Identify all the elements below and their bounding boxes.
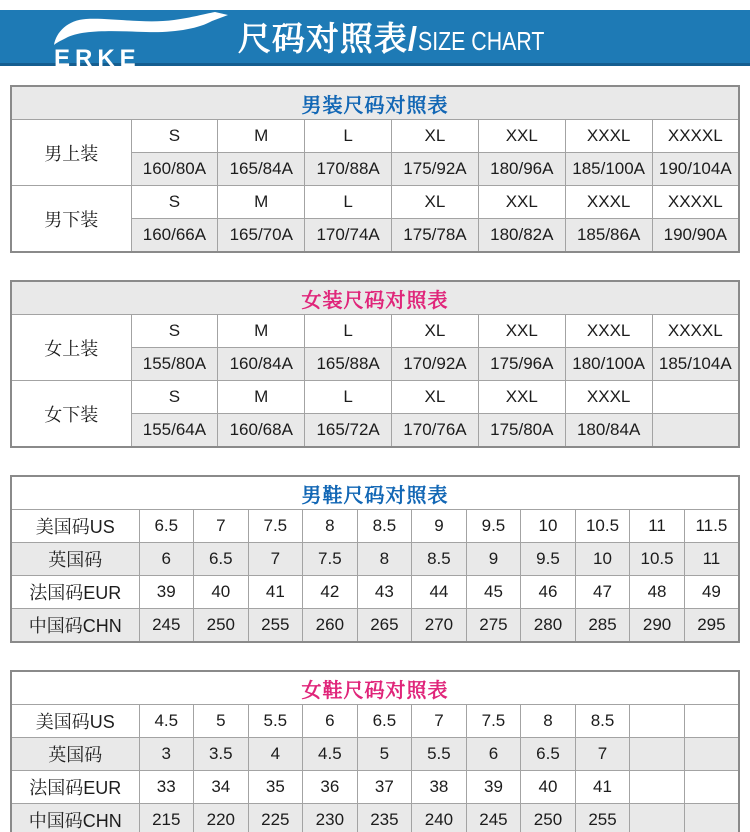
size-cell: L [305,315,392,348]
value-cell: 37 [357,771,412,804]
value-cell: 41 [575,771,630,804]
size-cell: XXL [478,315,565,348]
value-cell: 165/88A [305,348,392,381]
womens-shoes-table [10,670,740,832]
size-cell: M [218,381,305,414]
size-cell: XXXL [565,315,652,348]
value-cell: 7.5 [303,543,358,576]
value-cell: 9 [466,543,521,576]
value-cell: 250 [194,609,249,643]
row-label: 女上装 [11,315,131,381]
value-cell: 245 [139,609,194,643]
value-cell: 46 [521,576,576,609]
value-cell: 42 [303,576,358,609]
value-cell: 40 [521,771,576,804]
size-cell: XXXXL [652,315,739,348]
mens-clothing-table-title: 男装尺码对照表 [11,86,739,120]
value-cell: 170/88A [305,153,392,186]
value-cell: 6.5 [521,738,576,771]
value-cell: 180/100A [565,348,652,381]
value-cell: 160/84A [218,348,305,381]
size-cell: XXXL [565,381,652,414]
value-cell: 240 [412,804,467,832]
value-cell [684,705,739,738]
value-cell: 8.5 [575,705,630,738]
row-label: 英国码 [11,543,139,576]
value-cell: 7 [194,510,249,543]
size-cell: M [218,315,305,348]
size-cell [652,381,739,414]
value-cell: 36 [303,771,358,804]
value-cell: 235 [357,804,412,832]
value-cell: 175/78A [392,219,479,253]
erke-swoosh-icon [52,12,232,46]
value-cell: 8 [303,510,358,543]
erke-logo [52,12,232,71]
value-cell: 6.5 [357,705,412,738]
value-cell: 215 [139,804,194,832]
value-cell: 160/80A [131,153,218,186]
shoe-size-row [11,804,739,832]
value-cell: 180/96A [478,153,565,186]
womens-shoes-table-title: 女鞋尺码对照表 [11,671,739,705]
value-cell: 41 [248,576,303,609]
value-cell: 170/92A [392,348,479,381]
value-cell: 10.5 [630,543,685,576]
value-cell: 4 [248,738,303,771]
value-cell: 180/82A [478,219,565,253]
value-cell: 7 [248,543,303,576]
value-cell: 11.5 [684,510,739,543]
value-cell: 3.5 [194,738,249,771]
value-cell: 48 [630,576,685,609]
value-cell: 8.5 [357,510,412,543]
value-cell: 34 [194,771,249,804]
value-cell: 45 [466,576,521,609]
value-cell: 255 [575,804,630,832]
value-cell: 175/92A [392,153,479,186]
value-cell: 35 [248,771,303,804]
value-cell: 190/90A [652,219,739,253]
mens-shoes-table [10,475,740,643]
value-cell: 8.5 [412,543,467,576]
size-cell: XXXXL [652,120,739,153]
value-cell [684,804,739,832]
value-cell: 5 [194,705,249,738]
page-title [238,13,572,60]
value-cell: 220 [194,804,249,832]
size-cell: XXL [478,381,565,414]
womens-clothing-table [10,280,740,448]
value-cell: 175/96A [478,348,565,381]
size-cell: XXXL [565,120,652,153]
value-cell: 5.5 [412,738,467,771]
shoe-size-row [11,576,739,609]
row-label: 男上装 [11,120,131,186]
size-cell: S [131,120,218,153]
value-cell: 185/100A [565,153,652,186]
row-label: 法国码EUR [11,771,139,804]
value-cell: 225 [248,804,303,832]
tables [0,66,750,832]
size-row [11,381,739,414]
value-cell [630,771,685,804]
value-cell: 260 [303,609,358,643]
value-cell: 285 [575,609,630,643]
value-cell: 165/70A [218,219,305,253]
value-cell: 165/84A [218,153,305,186]
value-cell: 155/80A [131,348,218,381]
size-row [11,120,739,153]
size-cell: XXXXL [652,186,739,219]
size-cell: M [218,186,305,219]
shoe-size-row [11,510,739,543]
value-cell: 47 [575,576,630,609]
erke-brand-text: ERKE [54,45,141,72]
value-cell: 7.5 [466,705,521,738]
value-cell: 265 [357,609,412,643]
shoe-size-row [11,543,739,576]
row-label: 女下装 [11,381,131,448]
womens-clothing-table-title: 女装尺码对照表 [11,281,739,315]
value-cell: 8 [521,705,576,738]
shoe-size-row [11,705,739,738]
size-cell: M [218,120,305,153]
shoe-size-row [11,609,739,643]
value-cell: 245 [466,804,521,832]
size-cell: XL [392,120,479,153]
value-cell: 44 [412,576,467,609]
value-cell: 290 [630,609,685,643]
size-cell: XL [392,315,479,348]
value-cell [630,804,685,832]
value-cell: 295 [684,609,739,643]
value-cell: 3 [139,738,194,771]
size-cell: XL [392,381,479,414]
value-cell: 5 [357,738,412,771]
value-cell: 7 [575,738,630,771]
value-cell: 185/104A [652,348,739,381]
row-label: 男下装 [11,186,131,253]
value-cell [652,414,739,448]
value-cell [630,705,685,738]
value-cell: 250 [521,804,576,832]
value-cell [684,771,739,804]
value-cell [630,738,685,771]
header-banner [0,10,750,72]
mens-clothing-table [10,85,740,253]
value-cell: 6 [466,738,521,771]
value-cell: 160/68A [218,414,305,448]
row-label: 美国码US [11,705,139,738]
value-cell: 280 [521,609,576,643]
value-cell: 7.5 [248,510,303,543]
value-cell: 10 [575,543,630,576]
value-cell: 10.5 [575,510,630,543]
value-cell [684,738,739,771]
size-cell: S [131,315,218,348]
value-cell: 155/64A [131,414,218,448]
value-cell: 170/74A [305,219,392,253]
value-cell: 165/72A [305,414,392,448]
value-cell: 10 [521,510,576,543]
value-cell: 9.5 [521,543,576,576]
row-label: 法国码EUR [11,576,139,609]
size-cell: XL [392,186,479,219]
value-cell: 170/76A [392,414,479,448]
value-cell: 255 [248,609,303,643]
value-cell: 8 [357,543,412,576]
value-cell: 4.5 [139,705,194,738]
value-cell: 9 [412,510,467,543]
value-cell: 230 [303,804,358,832]
row-label: 中国码CHN [11,804,139,832]
value-cell: 11 [684,543,739,576]
value-cell: 6.5 [139,510,194,543]
mens-shoes-table-title: 男鞋尺码对照表 [11,476,739,510]
row-label: 英国码 [11,738,139,771]
row-label: 美国码US [11,510,139,543]
shoe-size-row [11,738,739,771]
value-cell: 33 [139,771,194,804]
value-cell: 38 [412,771,467,804]
value-cell: 40 [194,576,249,609]
size-cell: XXL [478,120,565,153]
size-cell: S [131,186,218,219]
page-title-english: SIZE CHART [418,26,545,56]
value-cell: 275 [466,609,521,643]
value-cell: 9.5 [466,510,521,543]
size-cell: L [305,186,392,219]
value-cell: 7 [412,705,467,738]
value-cell: 39 [139,576,194,609]
page-title-chinese: 尺码对照表/ [237,20,419,57]
value-cell: 6 [139,543,194,576]
value-cell: 185/86A [565,219,652,253]
value-cell: 43 [357,576,412,609]
size-cell: S [131,381,218,414]
value-cell: 270 [412,609,467,643]
value-cell: 6 [303,705,358,738]
value-cell: 49 [684,576,739,609]
size-cell: L [305,120,392,153]
value-cell: 4.5 [303,738,358,771]
size-row [11,186,739,219]
value-cell: 180/84A [565,414,652,448]
size-cell: XXXL [565,186,652,219]
value-cell: 11 [630,510,685,543]
row-label: 中国码CHN [11,609,139,643]
size-cell: XXL [478,186,565,219]
value-cell: 39 [466,771,521,804]
value-cell: 6.5 [194,543,249,576]
value-cell: 175/80A [478,414,565,448]
size-cell: L [305,381,392,414]
value-cell: 5.5 [248,705,303,738]
shoe-size-row [11,771,739,804]
value-cell: 160/66A [131,219,218,253]
value-cell: 190/104A [652,153,739,186]
size-row [11,315,739,348]
